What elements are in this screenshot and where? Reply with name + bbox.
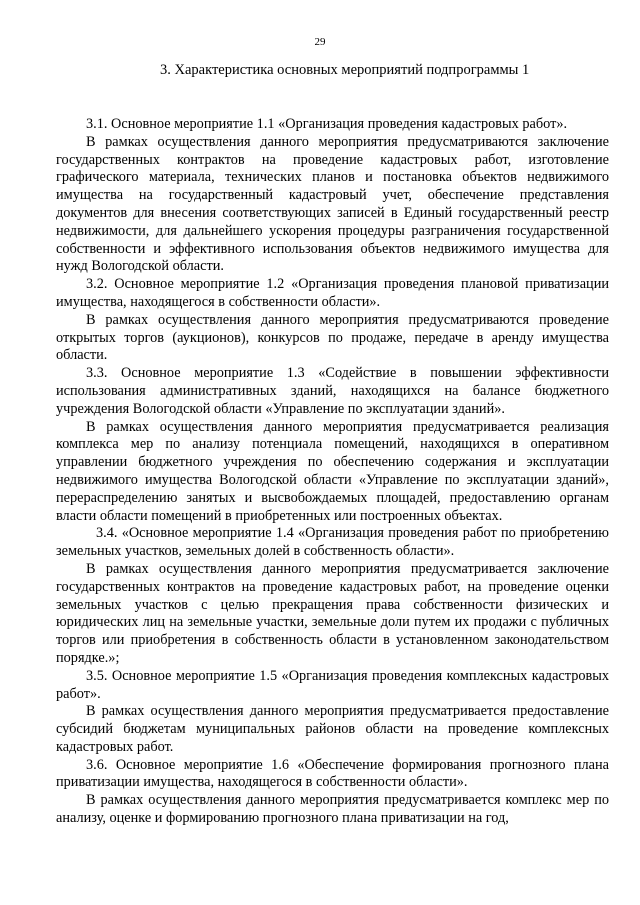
section-heading: 3. Характеристика основных мероприятий подпрограммы 1 bbox=[160, 62, 530, 78]
paragraph-3-2-title: 3.2. Основное мероприятие 1.2 «Организация проведения плановой приватизации имущества, находящегося в собственности области». bbox=[56, 276, 609, 310]
paragraph-3-6-body: В рамках осуществления данного мероприятия предусматривается комплекс мер по анализу, оценке и формированию прогнозного плана приватизации на год, bbox=[56, 792, 609, 827]
paragraph-3-2-body: В рамках осуществления данного мероприятия предусматриваются проведение открытых торгов (аукционов), конкурсов по продаже, передаче в аренду имущества области. bbox=[56, 311, 609, 364]
paragraph-3-1-title: 3.1. Основное мероприятие 1.1 «Организация проведения кадастровых работ». bbox=[86, 116, 568, 132]
paragraph-3-4-body: В рамках осуществления данного мероприятия предусматривается заключение государственных контрактов на проведение кадастровых работ, на проведение оценки земельных участков с целью прекращения права собственности физических и юридических лиц на земельные участки, земельные доли путем их продажи с публичных торгов или приобретения в собственность области в установленном законодательством порядке.»; bbox=[56, 560, 609, 666]
section-body bbox=[56, 116, 609, 828]
page-number: 29 bbox=[314, 36, 326, 48]
paragraph-3-5-body: В рамках осуществления данного мероприятия предусматривается предоставление субсидий бюджетам муниципальных районов области на проведение комплексных кадастровых работ. bbox=[56, 703, 609, 755]
paragraph-3-4-title: 3.4. «Основное мероприятие 1.4 «Организация проведения работ по приобретению земельных участков, земельных долей в собственность области». bbox=[56, 525, 609, 560]
paragraph-3-1-body: В рамках осуществления данного мероприятия предусматриваются заключение государственных контрактов на проведение кадастровых работ, изготовление графического материала, технических планов и постановка объектов недвижимого имущества на государственный кадастровый учет, обеспечение представления документов для внесения соответствующих записей в Единый государственный реестр недвижимости, для дальнейшего ускорения процедуры разграничения государственной собственности и эффективного использования объектов недвижимого имущества для нужд Вологодской области. bbox=[56, 133, 609, 275]
paragraph-3-3-body: В рамках осуществления данного мероприятия предусматривается реализация комплекса мер по анализу потенциала помещений, находящихся в оперативном управлении бюджетного учреждения по обеспечению содержания и эксплуатации недвижимого имущества Вологодской области «Управление по эксплуатации зданий», перераспределению занятых и высвобождаемых площадей, предоставлению органам власти области помещений в приобретенных или построенных объектах. bbox=[56, 418, 609, 524]
paragraph-3-3-title: 3.3. Основное мероприятие 1.3 «Содействие в повышении эффективности использования административных зданий, находящихся на балансе бюджетного учреждения Вологодской области «Управление по эксплуатации зданий». bbox=[56, 365, 609, 417]
paragraph-3-6-title: 3.6. Основное мероприятие 1.6 «Обеспечение формирования прогнозного плана приватизации имущества, находящегося в собственности области». bbox=[56, 756, 609, 791]
paragraph-3-5-title: 3.5. Основное мероприятие 1.5 «Организация проведения комплексных кадастровых работ». bbox=[56, 667, 609, 702]
